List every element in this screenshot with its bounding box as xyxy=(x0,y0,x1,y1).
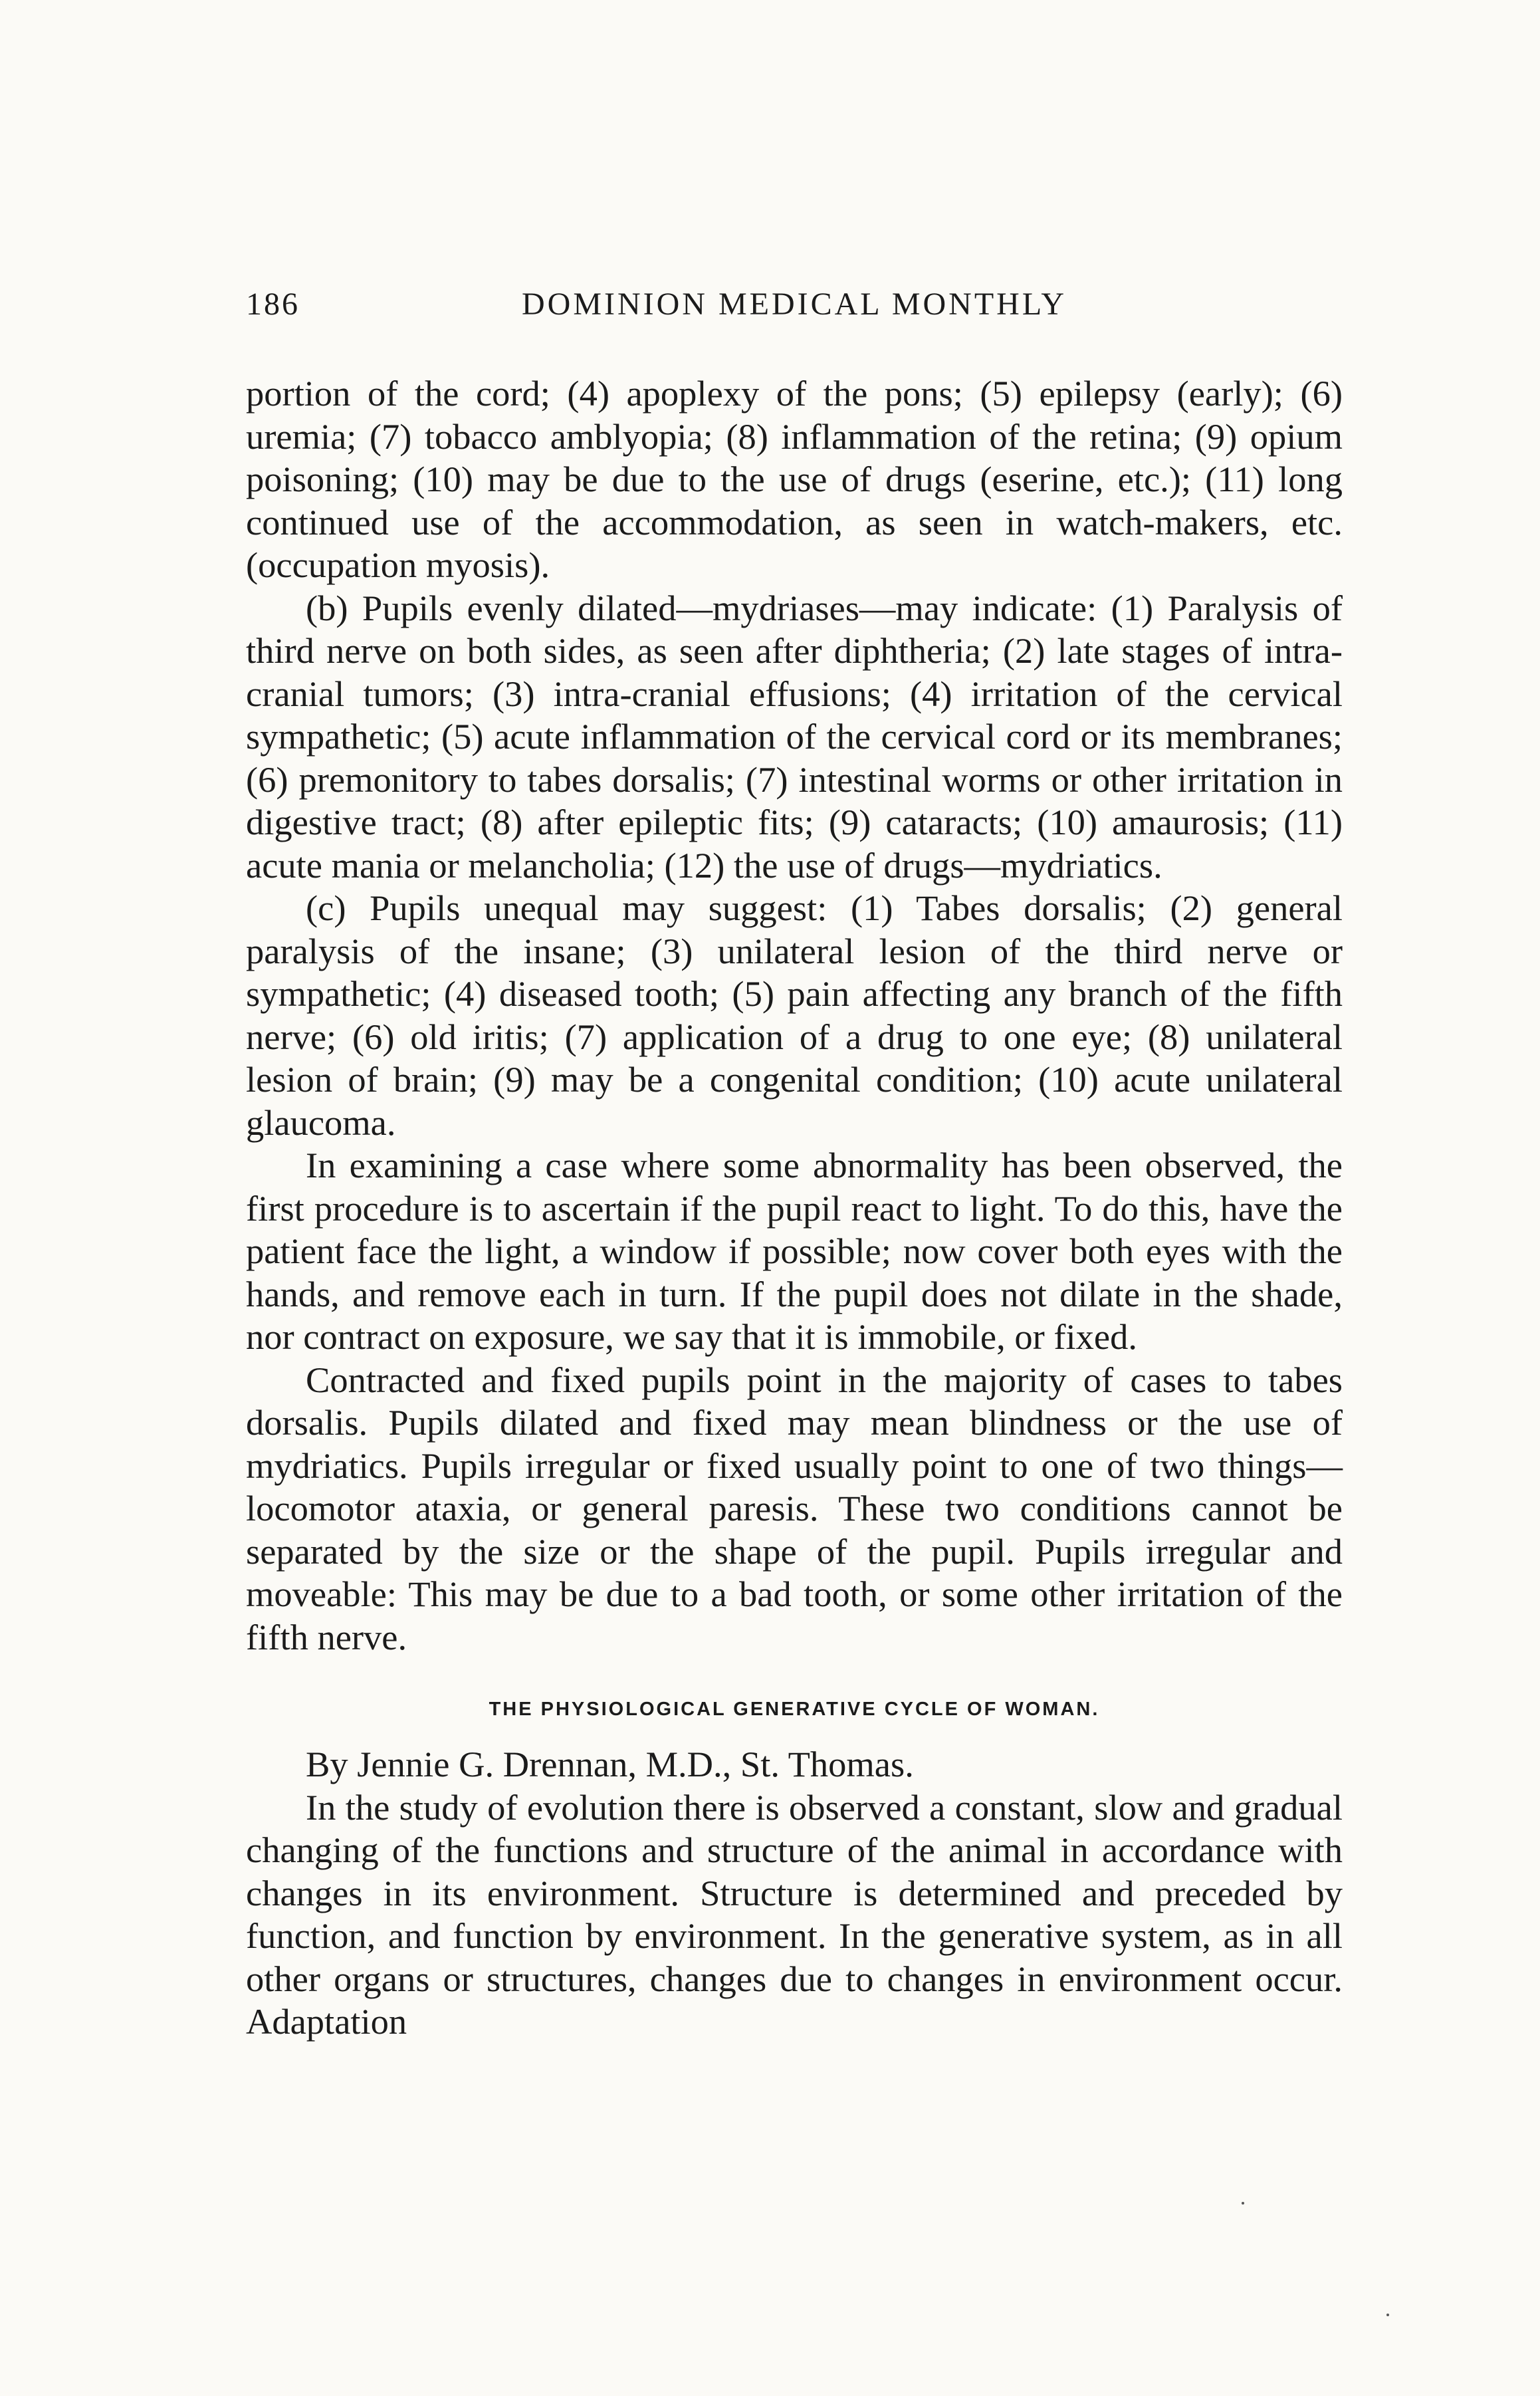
page-number: 186 xyxy=(246,287,300,322)
article-byline: By Jennie G. Drennan, M.D., St. Thomas. xyxy=(306,1744,914,1784)
page xyxy=(246,286,1343,2044)
paragraph-pupils-unequal: (c) Pupils unequal may suggest: (1) Tabes dorsalis; (2) general paralysis of the insane; (3) unilateral lesion of the third nerve or sympathetic; (4) diseased tooth; (5) pain affecting any branch of the fifth nerve; (6) old iritis; (7) application of a drug to one eye; (8) unilateral lesion of brain; (9) may be a congenital condition; (10) acute unilateral glaucoma. xyxy=(246,888,1343,1143)
journal-title: DOMINION MEDICAL MONTHLY xyxy=(521,287,1067,322)
article-title: THE PHYSIOLOGICAL GENERATIVE CYCLE OF WOMAN. xyxy=(489,1699,1100,1720)
paragraph-pupils-dilated: (b) Pupils evenly dilated—mydriases—may indicate: (1) Paralysis of third nerve on both sides, as seen after diphtheria; (2) late stages of intra-cranial tumors; (3) intra-cranial effusions; (4) irritation of the cervical sympathetic; (5) acute inflammation of the cervical cord or its membranes; (6) premonitory to tabes dorsalis; (7) intestinal worms or other irritation in digestive tract; (8) after epileptic fits; (9) cataracts; (10) amaurosis; (11) acute mania or melancholia; (12) the use of drugs—mydriatics. xyxy=(246,587,1343,886)
paper-speck xyxy=(1242,2202,1244,2205)
paper-speck xyxy=(1386,2314,1389,2316)
paragraph-continued: portion of the cord; (4) apoplexy of the pons; (5) epilepsy (early); (6) uremia; (7) tobacco amblyopia; (8) inflammation of the retina; (9) opium poisoning; (10) may be due to the use of drugs (eserine, etc.); (11) long continued use of the accommodation, as seen in watch-makers, etc. (occupation myosis). xyxy=(246,373,1343,585)
article-paragraph: In the study of evolution there is observed a constant, slow and gradual changing of the functions and structure of the animal in accordance with changes in its environment. Structure is determined and preceded by function, and function by environment. In the generative system, as in all other organs or structures, changes due to changes in environment occur. Adaptation xyxy=(246,1786,1343,2042)
running-head xyxy=(246,286,1343,339)
paragraph-examining-case: In examining a case where some abnormality has been observed, the first procedure is to ascertain if the pupil react to light. To do this, have the patient face the light, a window if possible; now cover both eyes with the hands, and remove each in turn. If the pupil does not dilate in the shade, nor contract on exposure, we say that it is immobile, or fixed. xyxy=(246,1145,1343,1357)
paragraph-fixed-pupils: Contracted and fixed pupils point in the majority of cases to tabes dorsalis. Pupils dilated and fixed may mean blindness or the use of mydriatics. Pupils irregular or fixed usually point to one of two things—locomotor ataxia, or general paresis. These two conditions cannot be separated by the size or the shape of the pupil. Pupils irregular and moveable: This may be due to a bad tooth, or some other irritation of the fifth nerve. xyxy=(246,1359,1343,1657)
